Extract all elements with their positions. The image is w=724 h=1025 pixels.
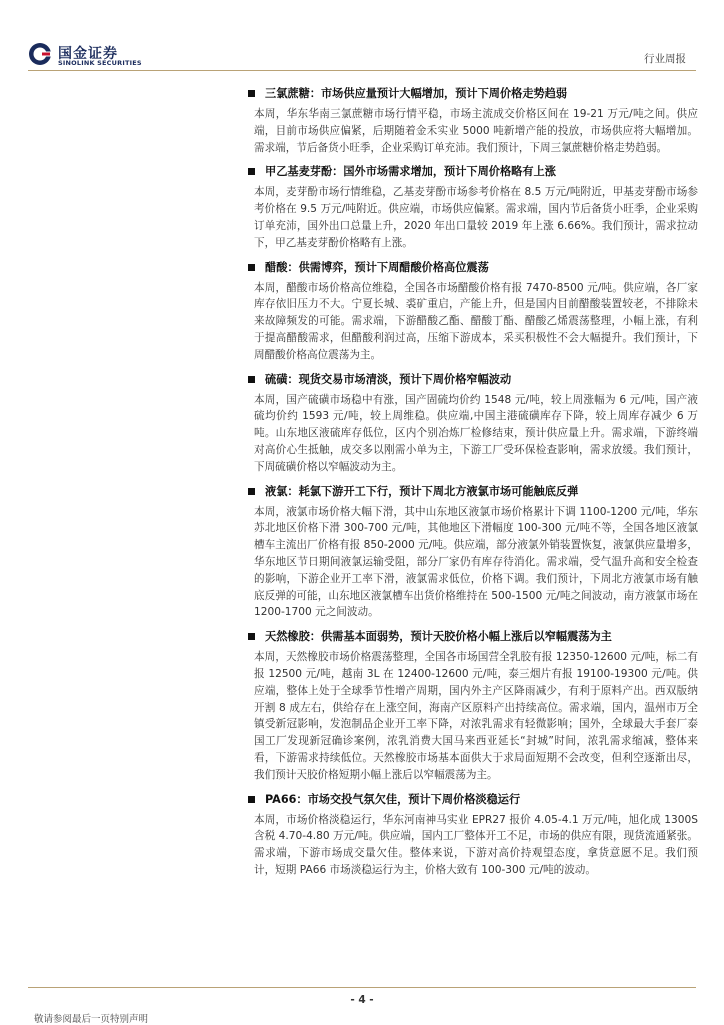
square-bullet-icon: [248, 633, 255, 640]
section-paragraph: 本周，液氯市场价格大幅下滑，其中山东地区液氯市场价格累计下调 1100-1200 元/吨，华东苏北地区价格下滑 300-700 元/吨，其他地区下滑幅度 100-300 元/吨不等，全国各地区液氯槽车主流出厂价格有报 850-2000 元/吨。供应端，部分液氯外销装置恢复，液氯供应量增多，华东地区节日期间液氯运输受阻，部分厂家仍有库存待消化。需求端，受气温升高和安全检查的影响，下游企业开工率下滑，液氯需求低位，价格下调。我们预计，下周北方液氯市场有触底反弹的可能，山东地区液氯槽车出货价格维持在 500-1500 元/吨之间波动，南方液氯市场在 1200-1700 元之间波动。: [254, 505, 698, 619]
disclaimer-note: 敬请参阅最后一页特别声明: [34, 1014, 149, 1025]
logo-chinese-name: 国金证券: [58, 46, 118, 62]
section-title: PA66：市场交投气氛欠佳，预计下周价格淡稳运行: [265, 792, 521, 806]
square-bullet-icon: [248, 376, 255, 383]
page-number: - 4 -: [350, 994, 374, 1006]
square-bullet-icon: [248, 796, 255, 803]
section-paragraph: 本周，市场价格淡稳运行，华东河南神马实业 EPR27 报价 4.05-4.1 万元/吨，旭化成 1300S 含税 4.70-4.80 万元/吨。供应端，国内工厂整体开工不足，市场的供应有限，现货流通紧张。需求端，下游市场成交量欠佳。整体来说，下游对高价持观望态度，拿货意愿不足。我们预计，短期 PA66 市场淡稳运行为主，价格大致有 100-300 元/吨的波动。: [254, 813, 698, 876]
section-heading: [248, 791, 698, 808]
section-paragraph: 本周，国产硫磺市场稳中有涨，国产固硫均价约 1548 元/吨，较上周涨幅为 6 元/吨，国产液硫均价约 1593 元/吨，较上周维稳。供应端,中国主港硫磺库存下降，较上周库存减少 6 万吨。山东地区液硫库存低位，区内个别冶炼厂检修结束，预计供应量上升。需求端，下游终端对高价心生抵触，成交多以刚需小单为主，下游工厂受环保检查影响，需求放缓。我们预计，下周硫磺价格以窄幅波动为主。: [254, 393, 698, 473]
page-header: [0, 0, 724, 80]
section-heading: [248, 628, 698, 645]
section-title: 硫磺：现货交易市场清淡，预计下周价格窄幅波动: [265, 372, 512, 386]
section-paragraph: 本周，醋酸市场价格高位维稳，全国各市场醋酸价格有报 7470-8500 元/吨。供应端，各厂家库存依旧压力不大。宁夏长城、裘矿重启，产能上升，但是国内目前醋酸装置较老，不排除未来故障频发的可能。需求端，下游醋酸乙酯、醋酸丁酯、醋酸乙烯震荡整理，小幅上涨，有利于提高醋酸需求，但醋酸利润过高，压缩下游成本，采买积极性不会大幅提升。我们预计，下周醋酸价格高位震荡为主。: [254, 281, 698, 361]
sinolink-logo-icon: [28, 42, 52, 66]
section-sulfur: [248, 371, 698, 476]
report-type-label: 行业周报: [644, 53, 686, 65]
section-heading: [248, 483, 698, 500]
square-bullet-icon: [248, 168, 255, 175]
section-paragraph: 本周，华东华南三氯蔗糖市场行情平稳，市场主流成交价格区间在 19-21 万元/吨之间。供应端，目前市场供应偏紧，后期随着金禾实业 5000 吨新增产能的投放，市场供应将大幅增加。需求端，节后备货小旺季，企业采购订单充沛。我们预计，下周三氯蔗糖价格走势趋弱。: [254, 108, 698, 154]
header-divider: [28, 70, 696, 71]
section-liquid-chlorine: [248, 483, 698, 622]
section-heading: [248, 259, 698, 276]
section-heading: [248, 163, 698, 180]
square-bullet-icon: [248, 90, 255, 97]
section-natural-rubber: [248, 628, 698, 783]
section-title: 天然橡胶：供需基本面弱势，预计天胶价格小幅上涨后以窄幅震荡为主: [265, 630, 612, 644]
company-logo: [28, 42, 142, 72]
section-sucralose: [248, 85, 698, 156]
section-title: 醋酸：供需博弈，预计下周醋酸价格高位震荡: [265, 260, 489, 274]
square-bullet-icon: [248, 488, 255, 495]
section-heading: [248, 371, 698, 388]
square-bullet-icon: [248, 264, 255, 271]
section-heading: [248, 85, 698, 102]
section-paragraph: 本周，麦芽酚市场行情维稳，乙基麦芽酚市场参考价格在 8.5 万元/吨附近，甲基麦芽酚市场参考价格在 9.5 万元/吨附近。供应端，市场供应偏紧。需求端，国内节后备货小旺季，企业采购订单充沛，国外出口总量上升，2020 年出口量较 2019 年上涨 6.66%。我们预计，需求拉动下，甲乙基麦芽酚价格略有上涨。: [254, 186, 698, 249]
section-title: 液氯：耗氯下游开工下行，预计下周北方液氯市场可能触底反弹: [265, 484, 579, 498]
section-maltol: [248, 163, 698, 251]
section-title: 甲乙基麦芽酚：国外市场需求增加，预计下周价格略有上涨: [265, 165, 556, 179]
logo-english-name: SINOLINK SECURITIES: [58, 59, 142, 67]
section-pa66: [248, 791, 698, 879]
main-content: [248, 85, 698, 886]
section-acetic-acid: [248, 259, 698, 364]
section-title: 三氯蔗糖：市场供应量预计大幅增加，预计下周价格走势趋弱: [265, 87, 568, 100]
section-paragraph: 本周，天然橡胶市场价格震荡整理，全国各市场国营全乳胶有报 12350-12600 元/吨，标二有报 12500 元/吨，越南 3L 在 12400-12600 元/吨，泰三烟片有报 19100-19300 元/吨。供应端，整体上处于全球季节性增产周期，国内外主产区降雨减少，有利于原料产出。西双版纳开割 8 成左右，供给存在上涨空间，海南产区原料产出持续高位。需求端，国内，温州市万全镇受新冠影响，发泡制品企业开工率下降，对浓乳需求有轻微影响；国外，全球最大手套厂泰国工厂发现新冠确诊案例，浓乳消费大国马来西亚延长“封城”时间，浓乳需求缩减，整体来看，下游需求持续低位。天然橡胶市场基本面供大于求局面短期不会改变，但利空逐渐出尽，我们预计天胶价格短期小幅上涨后以窄幅震荡为主。: [254, 651, 698, 781]
footer-divider: [28, 987, 696, 988]
